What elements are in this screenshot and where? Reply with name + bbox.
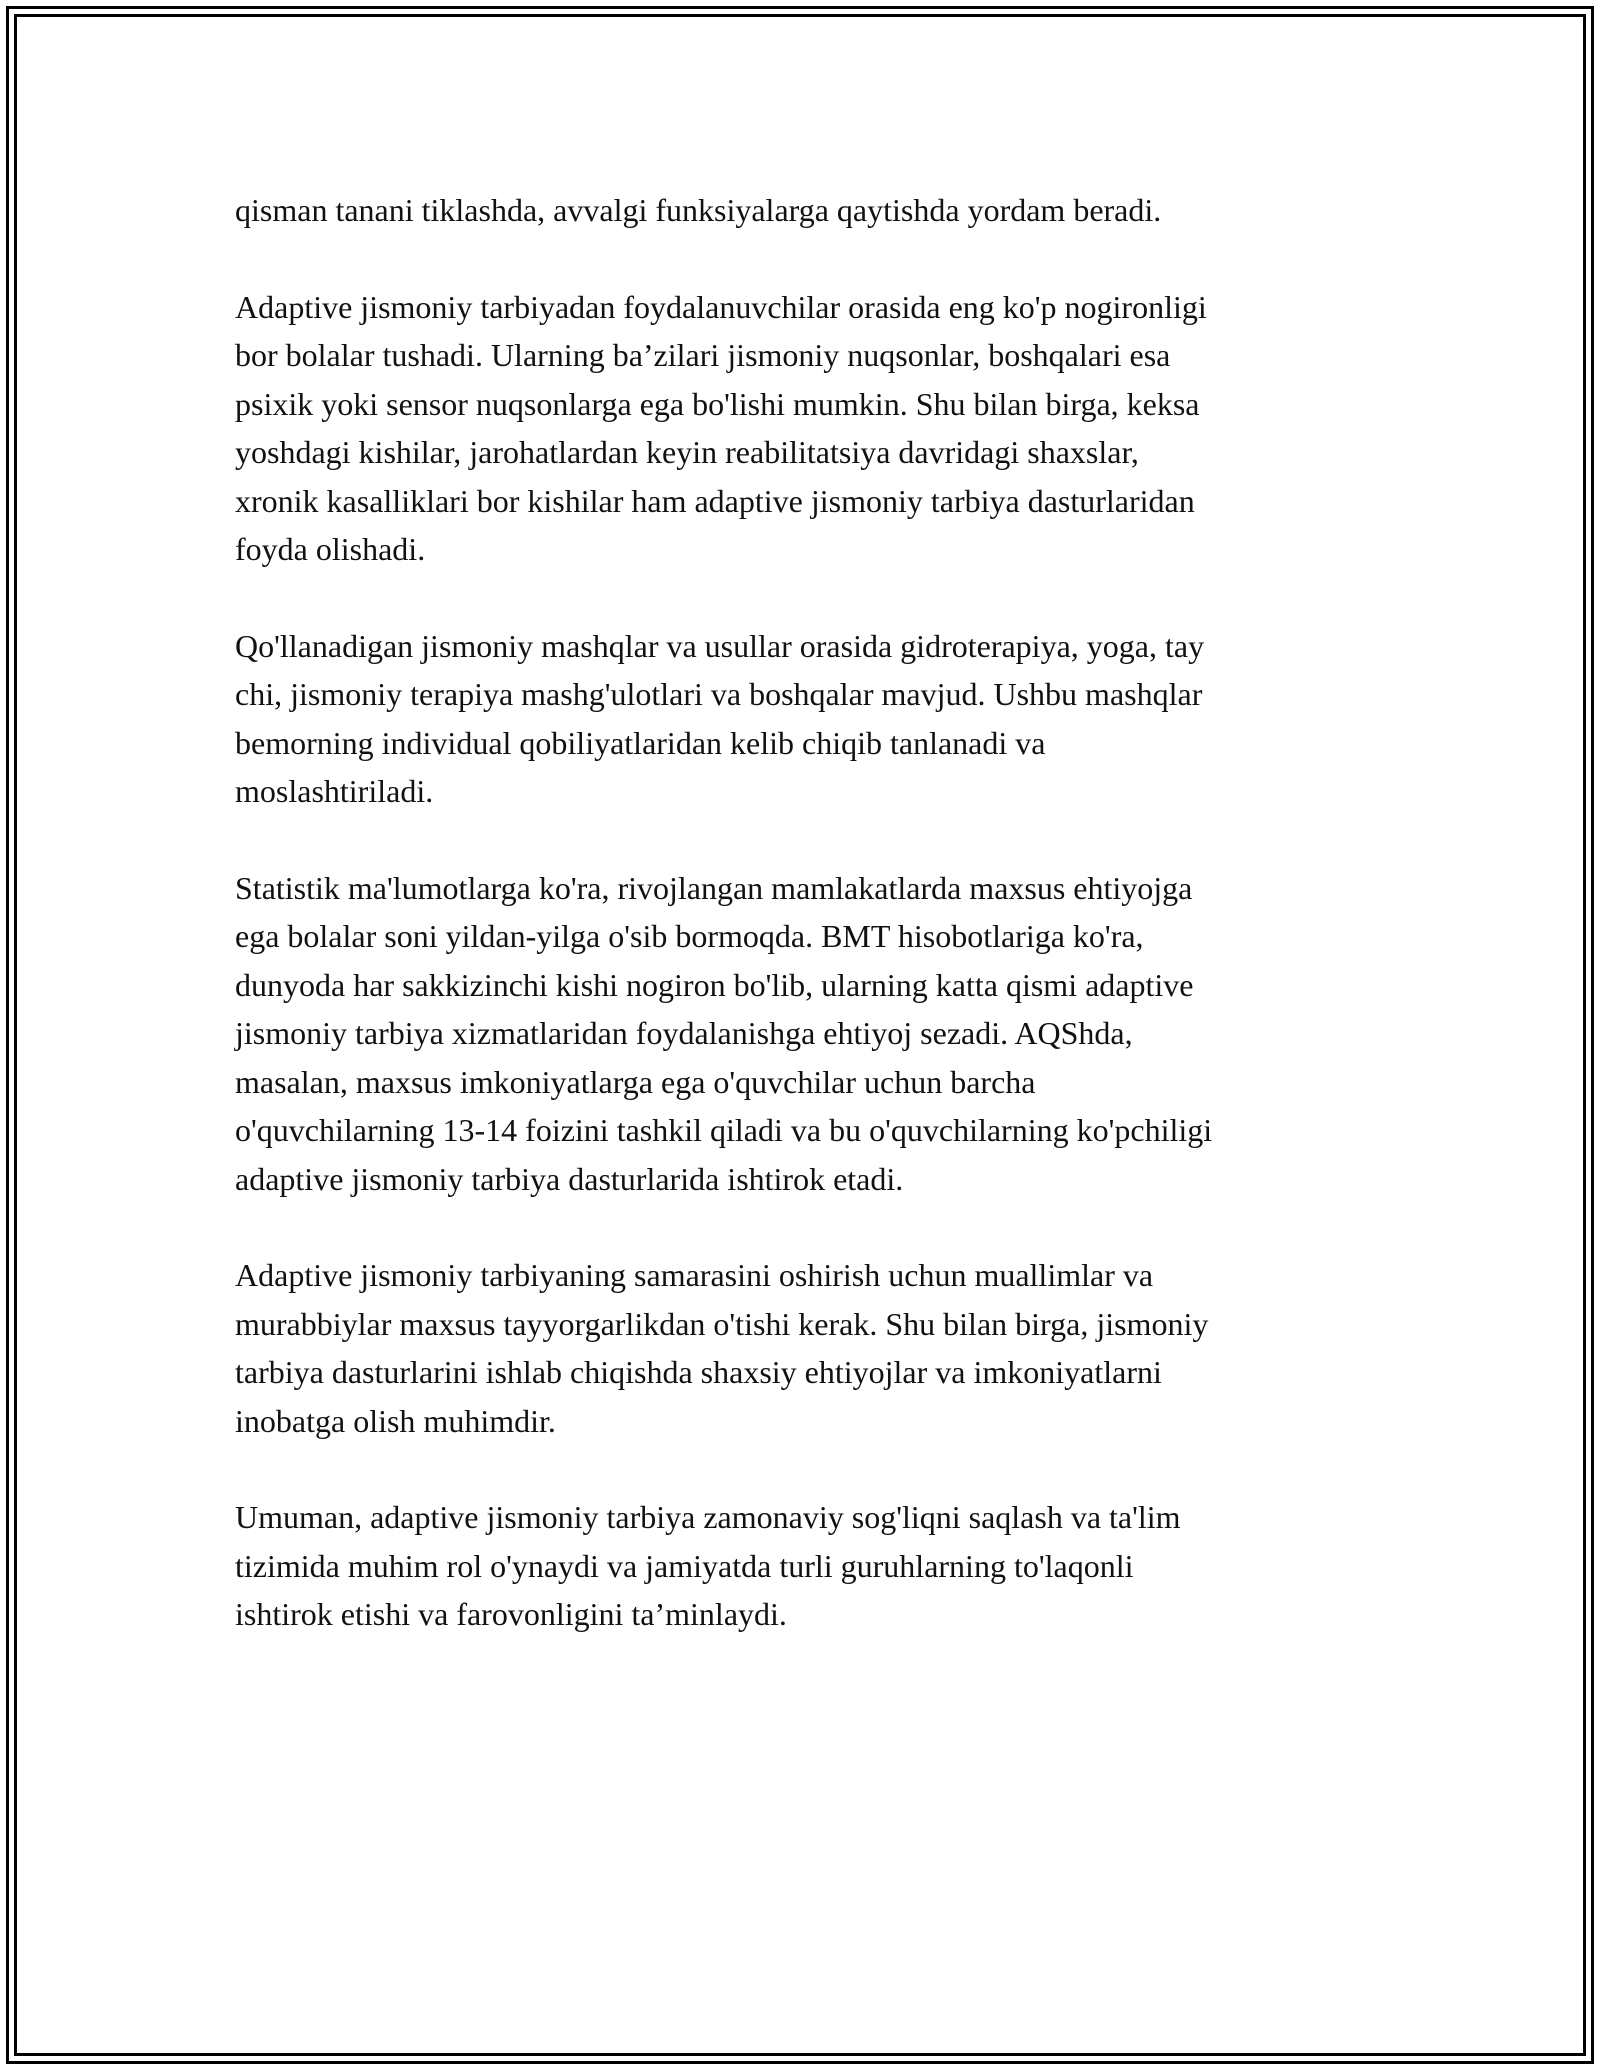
text-line: Adaptive jismoniy tarbiyaning samarasini oshirish uchun muallimlar va — [235, 1257, 1154, 1293]
text-line: adaptive jismoniy tarbiya dasturlarida ishtirok etadi. — [235, 1160, 904, 1197]
text-line: foyda olishadi. — [235, 531, 426, 567]
text-line: o'quvchilarning 13-14 foizini tashkil qiladi va bu o'quvchilarning ko'pchiligi — [235, 1112, 1213, 1148]
text-line: tarbiya dasturlarini ishlab chiqishda shaxsiy ehtiyojlar va imkoniyatlarni — [235, 1354, 1162, 1390]
text-line: xronik kasalliklari bor kishilar ham adaptive jismoniy tarbiya dasturlaridan — [235, 482, 1195, 519]
text-line: yoshdagi kishilar, jarohatlardan keyin reabilitatsiya davridagi shaxslar, — [235, 434, 1139, 470]
text-line: moslashtiriladi. — [235, 773, 434, 809]
paragraph-1 — [235, 186, 1363, 235]
paragraph-5 — [235, 1251, 1363, 1445]
text-line: Qo'llanadigan jismoniy mashqlar va usullar orasida gidroterapiya, yoga, tay — [235, 627, 1205, 664]
paragraph-3 — [235, 622, 1363, 816]
text-line: dunyoda har sakkizinchi kishi nogiron bo'lib, ularning katta qismi adaptive — [235, 966, 1194, 1003]
paragraph-2 — [235, 283, 1363, 574]
paragraph-4 — [235, 864, 1363, 1204]
text-line: qisman tanani tiklashda, avvalgi funksiyalarga qaytishda yordam beradi. — [235, 192, 1162, 228]
text-line: murabbiylar maxsus tayyorgarlikdan o'tishi kerak. Shu bilan birga, jismoniy — [235, 1305, 1209, 1342]
text-line: jismoniy tarbiya xizmatlaridan foydalanishga ehtiyoj sezadi. AQShda, — [235, 1015, 1133, 1051]
text-line: ega bolalar soni yildan-yilga o'sib bormoqda. BMT hisobotlariga ko'ra, — [235, 918, 1144, 954]
text-line: chi, jismoniy terapiya mashg'ulotlari va boshqalar mavjud. Ushbu mashqlar — [235, 676, 1203, 712]
text-line: Adaptive jismoniy tarbiyadan foydalanuvchilar orasida eng ko'p nogironligi — [235, 288, 1207, 325]
document-body — [235, 186, 1363, 1687]
text-line: psixik yoki sensor nuqsonlarga ega bo'lishi mumkin. Shu bilan birga, keksa — [235, 385, 1200, 422]
text-line: inobatga olish muhimdir. — [235, 1402, 556, 1439]
text-line: ishtirok etishi va farovonligini ta’minlaydi. — [235, 1596, 787, 1632]
paragraph-6 — [235, 1493, 1363, 1639]
text-line: Statistik ma'lumotlarga ko'ra, rivojlangan mamlakatlarda maxsus ehtiyojga — [235, 869, 1193, 906]
text-line: bor bolalar tushadi. Ularning ba’zilari jismoniy nuqsonlar, boshqalari esa — [235, 337, 1171, 373]
text-line: Umuman, adaptive jismoniy tarbiya zamonaviy sog'liqni saqlash va ta'lim — [235, 1499, 1181, 1535]
text-line: bemorning individual qobiliyatlaridan kelib chiqib tanlanadi va — [235, 724, 1046, 761]
text-line: masalan, maxsus imkoniyatlarga ega o'quvchilar uchun barcha — [235, 1063, 1036, 1100]
text-line: tizimida muhim rol o'ynaydi va jamiyatda turli guruhlarning to'laqonli — [235, 1547, 1134, 1584]
